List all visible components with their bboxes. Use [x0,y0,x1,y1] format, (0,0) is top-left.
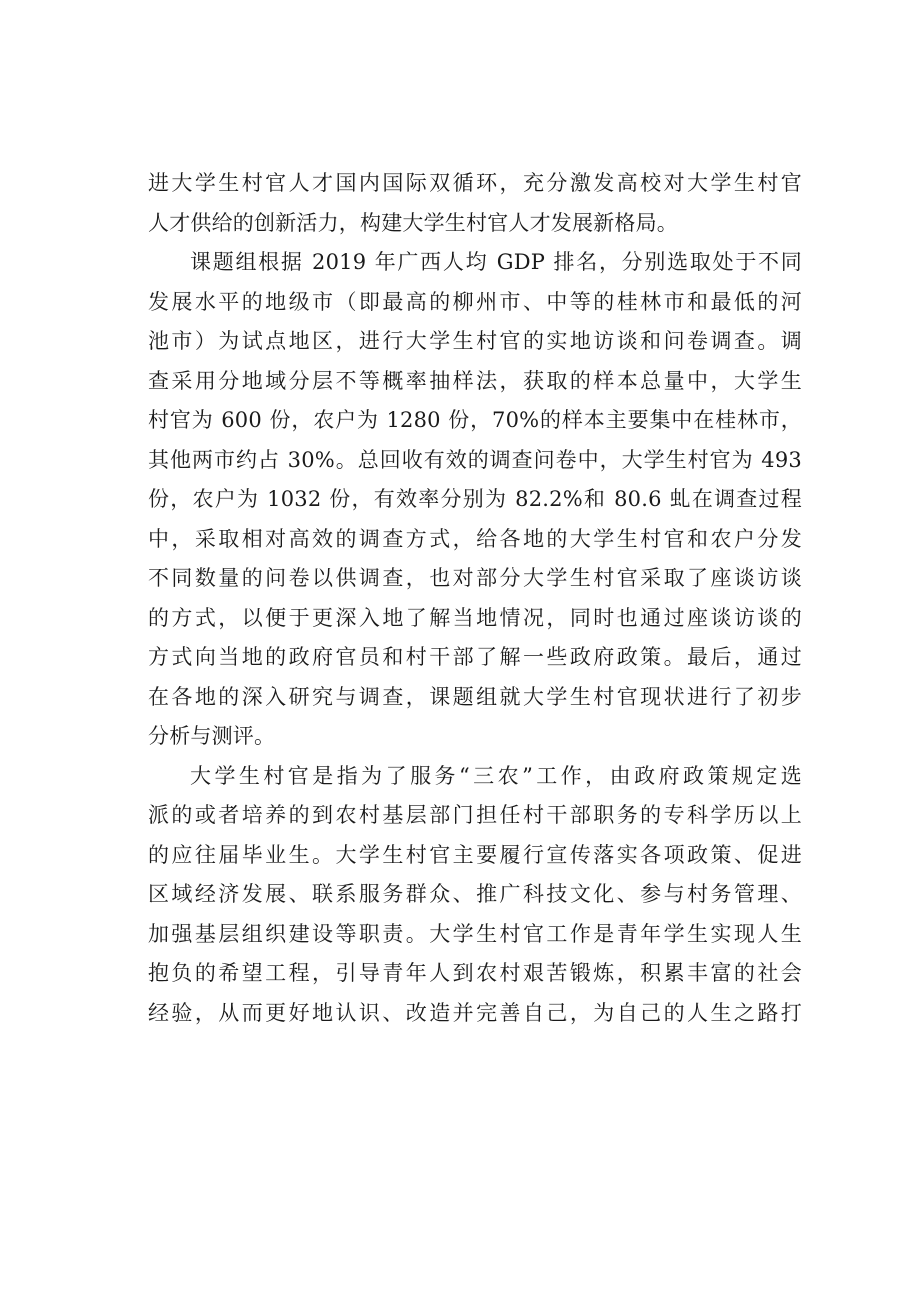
text-line: 进大学生村官人才国内国际双循环，充分激发高校对大学生村官 [148,171,802,195]
text-line: 大学生村官是指为了服务“三农”工作，由政府政策规定选 [190,763,802,788]
paragraph [148,757,802,1034]
paragraph [148,164,802,243]
text-line: 的应往届毕业生。大学生村官主要履行宣传落实各项政策、促进 [148,842,802,867]
paragraph [148,243,802,757]
text-line: 课题组根据 2019 年广西人均 GDP 排名，分别选取处于不同 [190,250,802,274]
text-line: 查采用分地域分层不等概率抽样法，获取的样本总量中，大学生 [148,368,802,393]
text-line: 发展水平的地级市（即最高的柳州市、中等的桂林市和最低的河 [148,289,802,314]
document-body [148,164,802,1033]
text-line: 村官为 600 份，农户为 1280 份，70%的样本主要集中在桂林市， [148,408,802,432]
text-line: 人才供给的创新活力，构建大学生村官人才发展新格局。 [148,210,678,235]
text-line: 中，采取相对高效的调查方式，给各地的大学生村官和农户分发 [148,526,802,551]
text-line: 加强基层组织建设等职责。大学生村官工作是青年学生实现人生 [148,921,802,946]
text-line: 分析与测评。 [148,724,276,748]
text-line: 抱负的希望工程，引导青年人到农村艰苦锻炼，积累丰富的社会 [148,961,802,985]
text-line: 不同数量的问卷以供调查，也对部分大学生村官采取了座谈访谈 [148,566,802,590]
text-line: 份，农户为 1032 份，有效率分别为 82.2%和 80.6 虬在调查过程 [148,487,802,511]
text-line: 经验，从而更好地认识、改造并完善自己，为自己的人生之路打 [148,1000,802,1025]
text-line: 其他两市约占 30%。总回收有效的调查问卷中，大学生村官为 493 [148,447,802,472]
text-line: 派的或者培养的到农村基层部门担任村干部职务的专科学历以上 [148,803,802,827]
text-line: 方式向当地的政府官员和村干部了解一些政府政策。最后，通过 [148,645,802,669]
text-line: 区域经济发展、联系服务群众、推广科技文化、参与村务管理、 [148,882,802,906]
text-line: 在各地的深入研究与调查，课题组就大学生村官现状进行了初步 [148,684,802,709]
text-line: 池市）为试点地区，进行大学生村官的实地访谈和问卷调查。调 [148,329,802,353]
text-line: 的方式，以便于更深入地了解当地情况，同时也通过座谈访谈的 [148,605,802,630]
